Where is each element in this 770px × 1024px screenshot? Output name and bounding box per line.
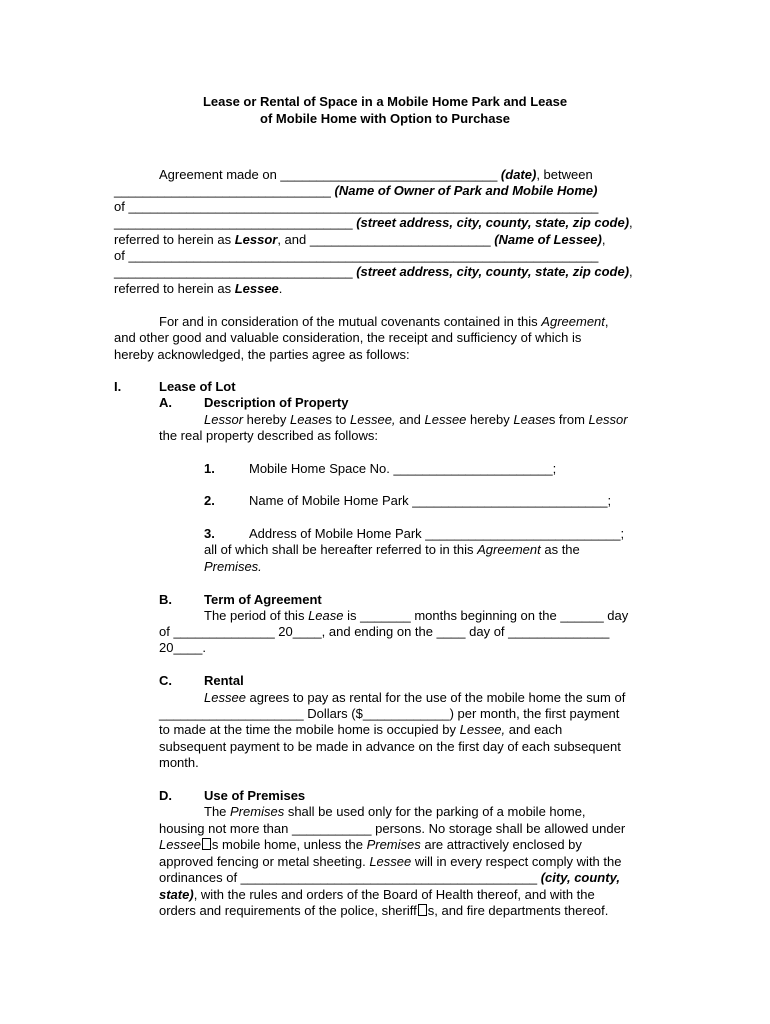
intro-line-4: _________________________________ (street address, city, county, state, zip code), bbox=[114, 215, 633, 230]
section-I-numeral: I. bbox=[114, 379, 122, 394]
subsection-C-heading: Rental bbox=[204, 673, 244, 688]
subsection-D-heading: Use of Premises bbox=[204, 788, 306, 803]
subsection-C-line-3: to made at the time the mobile home is occupied by Lessee, and each bbox=[159, 722, 563, 737]
intro-line-6: of _________________________________________________________________ bbox=[114, 248, 599, 263]
item-2-number: 2. bbox=[204, 493, 215, 508]
subsection-D-letter: D. bbox=[159, 788, 172, 803]
item-1-number: 1. bbox=[204, 461, 215, 476]
intro-line-3: of _________________________________________________________________ bbox=[114, 199, 599, 214]
intro-line-1: Agreement made on ______________________________ (date), between bbox=[159, 167, 593, 182]
subsection-A-line-2: the real property described as follows: bbox=[159, 428, 378, 443]
missing-glyph-box bbox=[202, 838, 211, 850]
section-I-heading: Lease of Lot bbox=[159, 379, 236, 394]
subsection-C-line-1: Lessee agrees to pay as rental for the use of the mobile home the sum of bbox=[204, 690, 626, 705]
item-1-text: Mobile Home Space No. ______________________; bbox=[249, 461, 557, 476]
item-3-line-3: Premises. bbox=[204, 559, 262, 574]
subsection-C-line-2: ____________________ Dollars ($____________) per month, the first payment bbox=[159, 706, 620, 721]
subsection-A-heading: Description of Property bbox=[204, 395, 349, 410]
subsection-A-line-1: Lessor hereby Leases to Lessee, and Lessee hereby Leases from Lessor bbox=[204, 412, 628, 427]
subsection-C-letter: C. bbox=[159, 673, 172, 688]
intro-line-2: ______________________________ (Name of Owner of Park and Mobile Home) bbox=[114, 183, 598, 198]
intro-line-7: _________________________________ (street address, city, county, state, zip code), bbox=[114, 264, 633, 279]
subsection-C-line-4: subsequent payment to be made in advance on the first day of each subsequent bbox=[159, 739, 621, 754]
item-3-text: Address of Mobile Home Park ___________________________; bbox=[249, 526, 625, 541]
intro-line-5: referred to herein as Lessor, and _________________________ (Name of Lessee), bbox=[114, 232, 606, 247]
subsection-B-letter: B. bbox=[159, 592, 172, 607]
consideration-line-1: For and in consideration of the mutual covenants contained in this Agreement, bbox=[159, 314, 609, 329]
missing-glyph-box bbox=[418, 904, 427, 916]
subsection-B-line-2: of ______________ 20____, and ending on the ____ day of ______________ bbox=[159, 624, 610, 639]
consideration-line-3: hereby acknowledged, the parties agree as follows: bbox=[114, 347, 410, 362]
subsection-D-line-7: orders and requirements of the police, sheriff s, and fire departments thereof. bbox=[159, 903, 609, 918]
subsection-C-line-5: month. bbox=[159, 755, 199, 770]
intro-line-8: referred to herein as Lessee. bbox=[114, 281, 283, 296]
document-title-line-2: of Mobile Home with Option to Purchase bbox=[260, 111, 510, 126]
subsection-D-line-2: housing not more than ___________ persons. No storage shall be allowed under bbox=[159, 821, 626, 836]
item-3-line-2: all of which shall be hereafter referred to in this Agreement as the bbox=[204, 542, 580, 557]
document-title-line-1: Lease or Rental of Space in a Mobile Home Park and Lease bbox=[202, 94, 568, 109]
subsection-D-line-6: state), with the rules and orders of the Board of Health thereof, and with the bbox=[159, 887, 595, 902]
subsection-B-line-3: 20____. bbox=[159, 640, 206, 655]
subsection-A-letter: A. bbox=[159, 395, 172, 410]
subsection-B-line-1: The period of this Lease is _______ months beginning on the ______ day bbox=[204, 608, 629, 623]
item-2-text: Name of Mobile Home Park ___________________________; bbox=[249, 493, 612, 508]
subsection-D-line-5: ordinances of _________________________________________ (city, county, bbox=[159, 870, 620, 885]
item-3-number: 3. bbox=[204, 526, 215, 541]
subsection-D-line-4: approved fencing or metal sheeting. Lessee will in every respect comply with the bbox=[159, 854, 622, 869]
subsection-B-heading: Term of Agreement bbox=[204, 592, 322, 607]
subsection-D-line-3: Lessee s mobile home, unless the Premises are attractively enclosed by bbox=[159, 837, 582, 852]
subsection-D-line-1: The Premises shall be used only for the parking of a mobile home, bbox=[204, 804, 586, 819]
consideration-line-2: and other good and valuable consideration, the receipt and sufficiency of which is bbox=[114, 330, 582, 345]
